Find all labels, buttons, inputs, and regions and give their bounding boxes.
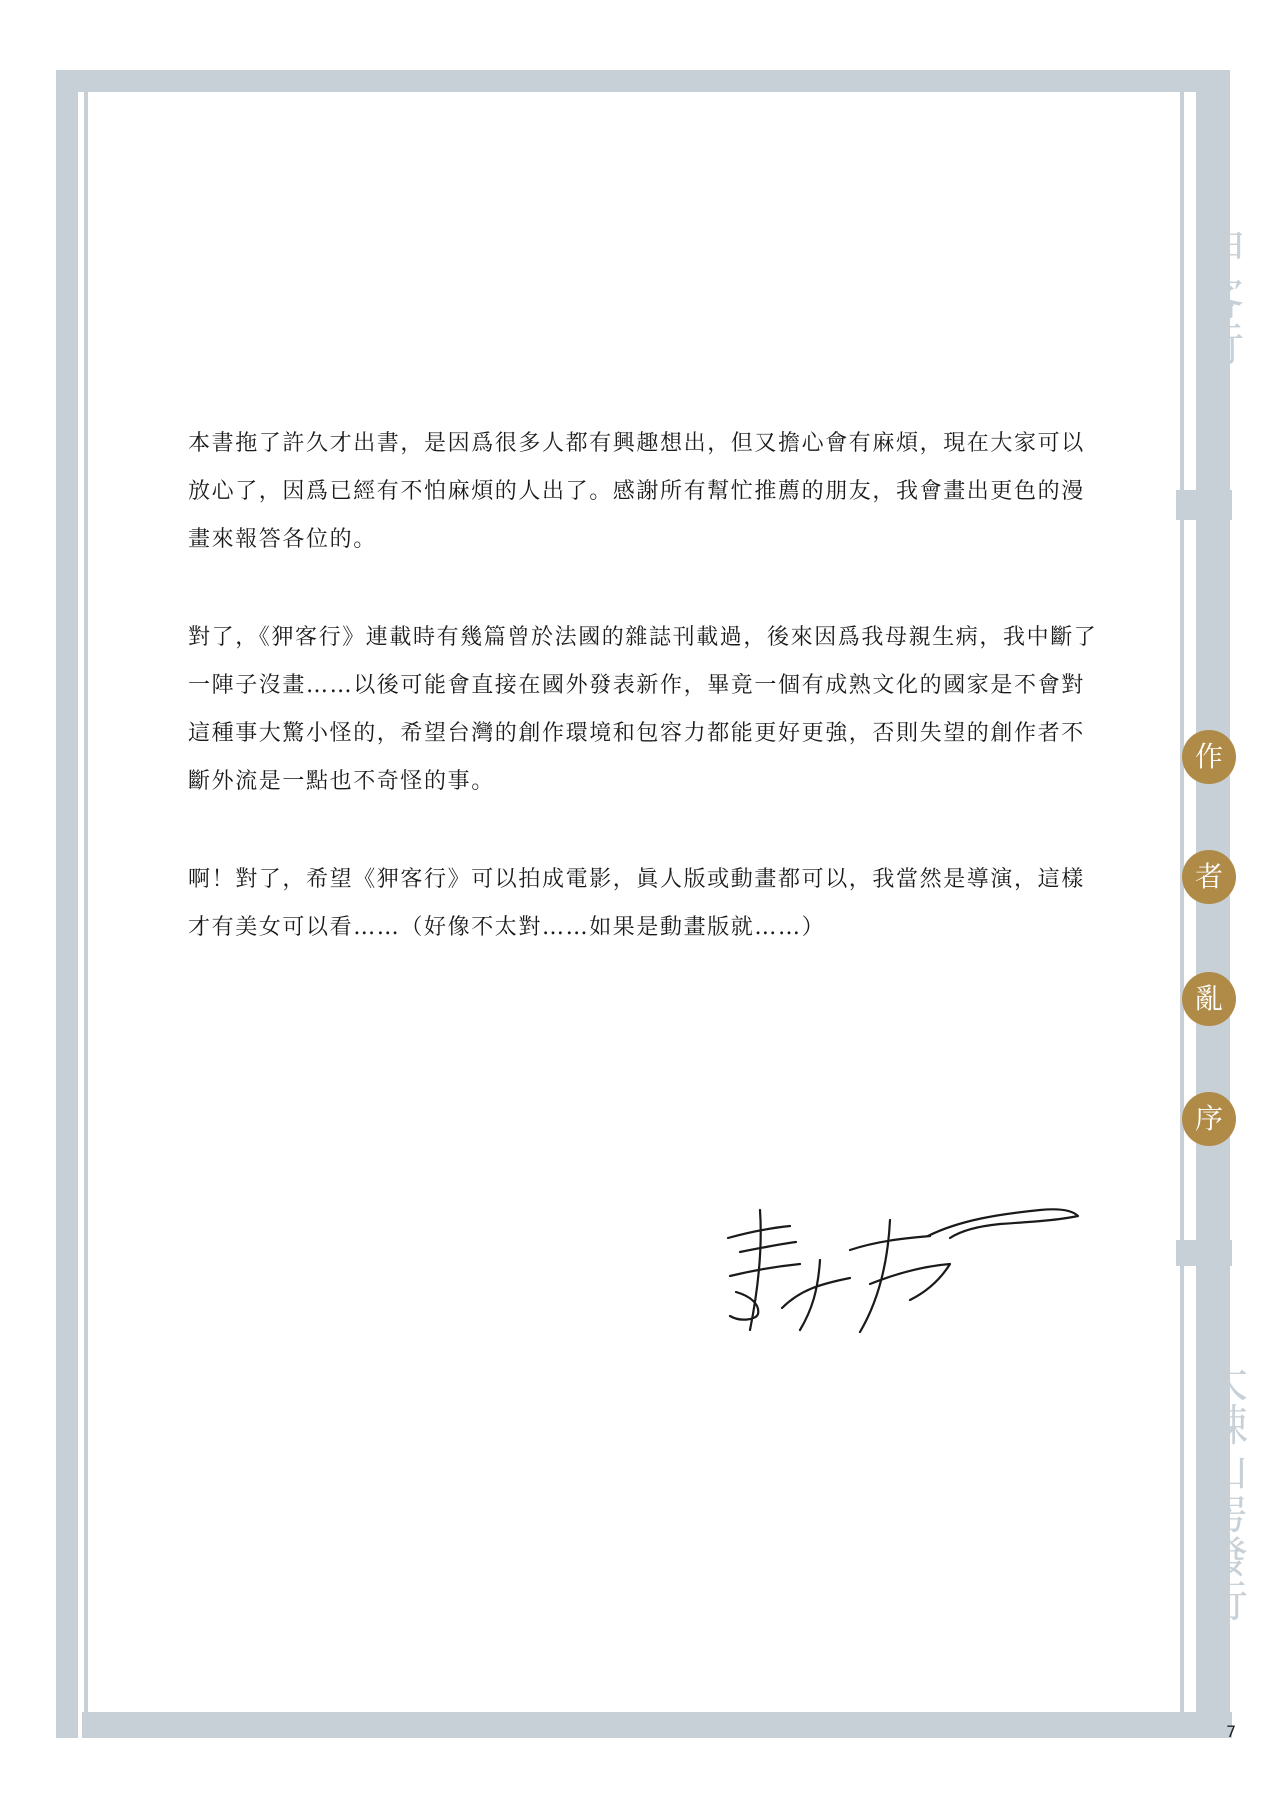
sidebar-divider-upper — [1176, 490, 1232, 520]
page-number: 7 — [1226, 1722, 1237, 1741]
sidebar-book-title: 狎客行 — [1191, 228, 1245, 366]
letter-body — [188, 420, 1100, 1002]
sidebar-badge: 者 — [1182, 850, 1236, 904]
sidebar-badge: 作 — [1182, 730, 1236, 784]
sidebar-publisher: 大辣山房發行 — [1196, 1358, 1247, 1622]
letter-paragraph: 啊！對了，希望《狎客行》可以拍成電影，眞人版或動畫都可以，我當然是導演，這樣才有美女可以看……（好像不太對……如果是動畫版就……） — [188, 867, 1085, 940]
frame-top-border — [56, 70, 1230, 92]
frame-inner-line-left — [84, 92, 88, 1712]
sidebar-badge: 序 — [1182, 1092, 1236, 1146]
letter-paragraph: 本書拖了許久才出書，是因爲很多人都有興趣想出，但又擔心會有麻煩，現在大家可以放心了，因爲已經有不怕麻煩的人出了。感謝所有幫忙推薦的朋友，我會畫出更色的漫畫來報答各位的。 — [188, 431, 1085, 552]
sidebar-badge: 亂 — [1182, 972, 1236, 1026]
frame-left-border — [56, 70, 78, 1738]
sidebar-divider-lower — [1176, 1240, 1232, 1266]
frame-bottom-border — [82, 1712, 1232, 1738]
letter-paragraph: 對了，《狎客行》連載時有幾篇曾於法國的雜誌刊載過，後來因爲我母親生病，我中斷了一陣子沒畫……以後可能會直接在國外發表新作，畢竟一個有成熟文化的國家是不會對這種事大驚小怪的，希望台灣的創作環境和包容力都能更好更強，否則失望的創作者不斷外流是一點也不奇怪的事。 — [188, 625, 1098, 794]
author-signature — [700, 1180, 1090, 1350]
